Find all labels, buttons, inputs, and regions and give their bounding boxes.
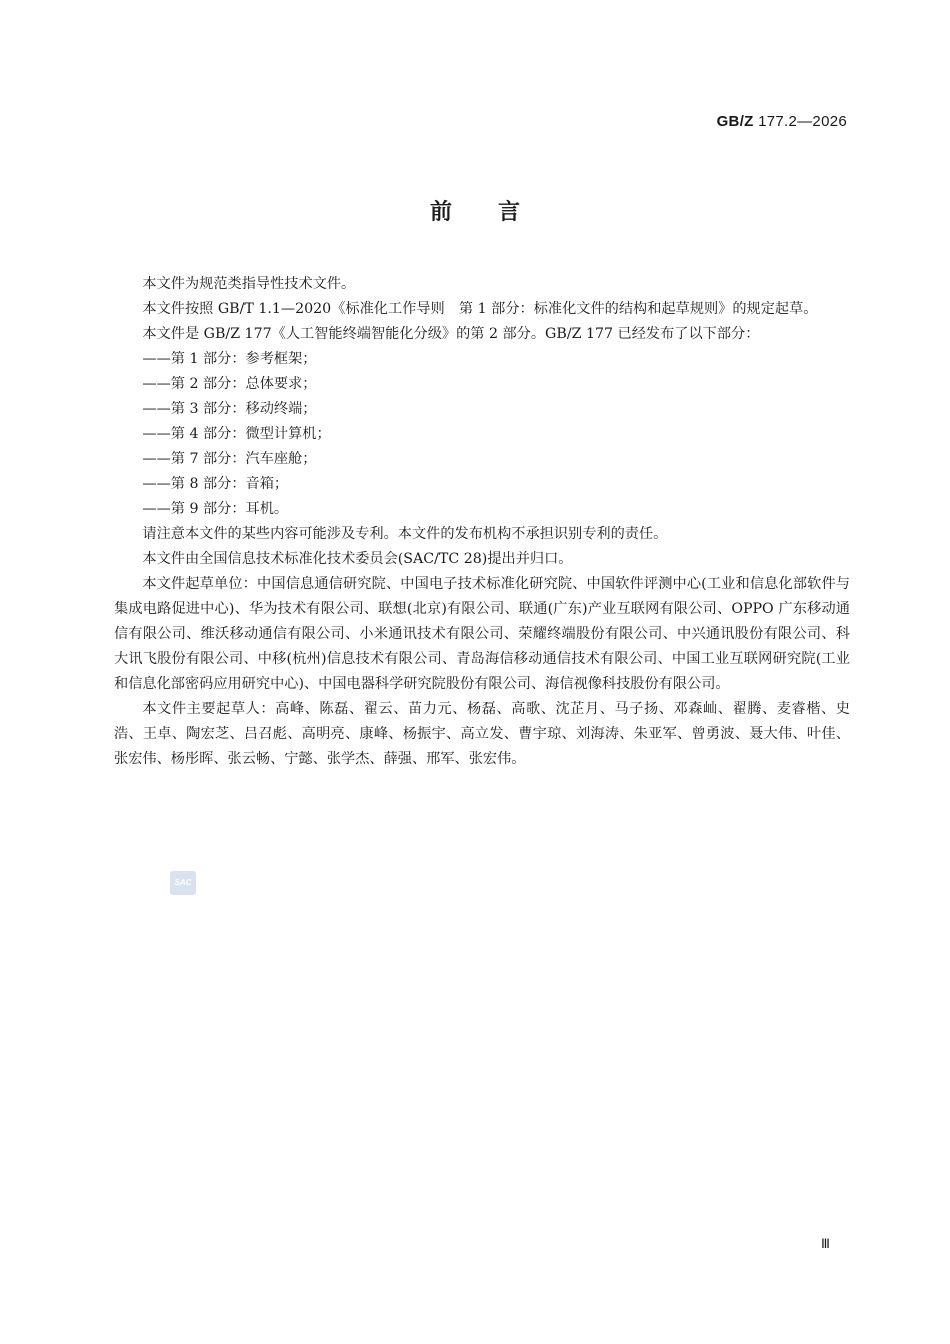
paragraph-document-type: 本文件为规范类指导性技术文件。 (142, 276, 356, 292)
document-id-number: 177.2—2026 (758, 113, 847, 130)
list-item-part-8: ——第 8 部分：音箱； (142, 476, 289, 492)
list-item-part-9: ——第 9 部分：耳机。 (142, 501, 289, 517)
paragraph-drafting-rules: 本文件按照 GB/T 1.1—2020《标准化工作导则 第 1 部分：标准化文件的结构和起草规则》的规定起草。 (142, 301, 818, 317)
paragraph-proposer: 本文件由全国信息技术标准化技术委员会(SAC/TC 28)提出并归口。 (142, 551, 573, 567)
paragraph-patent-notice: 请注意本文件的某些内容可能涉及专利。本文件的发布机构不承担识别专利的责任。 (142, 526, 668, 542)
section-title: 前言 (429, 200, 566, 225)
paragraph-series-info: 本文件是 GB/Z 177《人工智能终端智能化分级》的第 2 部分。GB/Z 177 已经发布了以下部分： (142, 326, 760, 342)
foreword-body (114, 272, 850, 772)
list-item-part-4: ——第 4 部分：微型计算机； (142, 426, 331, 442)
list-item-part-1: ——第 1 部分：参考框架； (142, 351, 317, 367)
paragraph-drafters: 本文件主要起草人：高峰、陈磊、翟云、苗力元、杨磊、高歌、沈芷月、马子扬、邓森屾、翟腾、麦睿楷、史浩、王卓、陶宏芝、吕召彪、高明亮、康峰、杨振宇、高立发、曹宇琼、刘海涛、朱亚军、曾勇波、聂大伟、叶佳、张宏伟、杨彤晖、张云畅、宁懿、张学杰、薛强、邢军、张宏伟。 (114, 701, 850, 767)
list-item-part-3: ——第 3 部分：移动终端； (142, 401, 317, 417)
paragraph-drafting-units: 本文件起草单位：中国信息通信研究院、中国电子技术标准化研究院、中国软件评测中心(工业和信息化部软件与集成电路促进中心)、华为技术有限公司、联想(北京)有限公司、联通(广东)产业互联网有限公司、OPPO 广东移动通信有限公司、维沃移动通信有限公司、小米通讯技术有限公司、荣耀终端股份有限公司、中兴通讯股份有限公司、科大讯飞股份有限公司、中移(杭州)信息技术有限公司、青岛海信移动通信技术有限公司、中国工业互联网研究院(工业和信息化部密码应用研究中心)、中国电器科学研究院股份有限公司、海信视像科技股份有限公司。 (114, 576, 850, 692)
list-item-part-2: ——第 2 部分：总体要求； (142, 376, 317, 392)
sac-logo: SAC (170, 871, 196, 895)
page-number: Ⅲ (821, 1236, 830, 1251)
list-item-part-7: ——第 7 部分：汽车座舱； (142, 451, 317, 467)
document-id-prefix: GB/Z (716, 113, 754, 130)
document-id (717, 113, 847, 130)
